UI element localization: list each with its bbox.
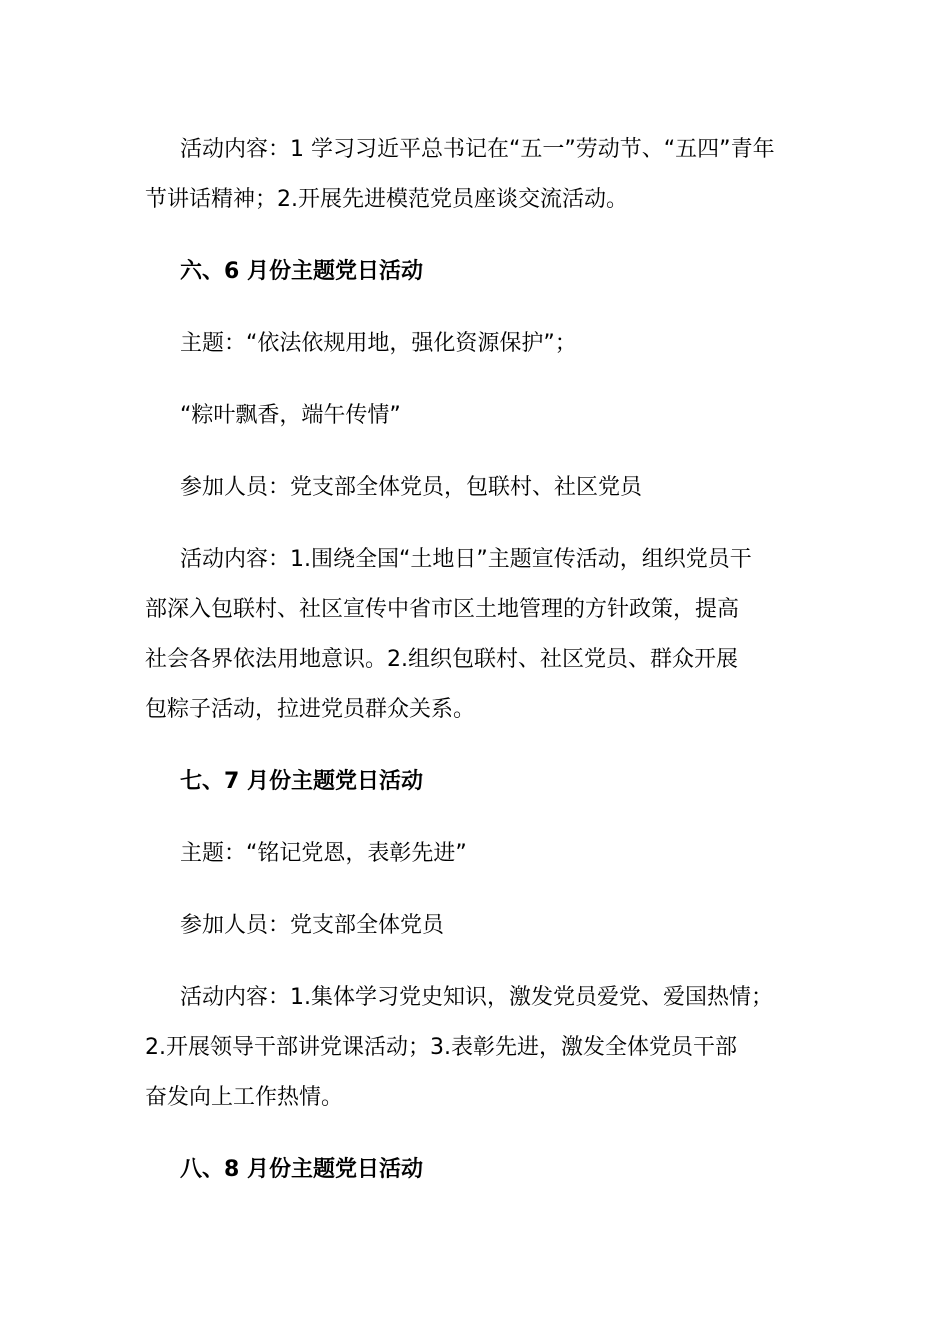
may-activity-content-line-1: 活动内容：1 学习习近平总书记在“五一”劳动节、“五四”青年	[180, 137, 775, 162]
section-heading-august: 八、8 月份主题党日活动	[180, 1157, 423, 1182]
july-activity-content-line-1: 活动内容：1.集体学习党史知识，激发党员爱党、爱国热情；	[180, 985, 773, 1010]
june-theme-line-2: “粽叶飘香，端午传情”	[180, 403, 401, 428]
june-activity-content-line-2: 部深入包联村、社区宣传中省市区土地管理的方针政策，提高	[145, 597, 740, 622]
june-activity-content-line-4: 包粽子活动，拉进党员群众关系。	[145, 697, 476, 722]
july-participants: 参加人员：党支部全体党员	[180, 913, 445, 938]
july-activity-content-line-3: 奋发向上工作热情。	[145, 1085, 344, 1110]
may-activity-content-line-2: 节讲话精神；2.开展先进模范党员座谈交流活动。	[145, 187, 628, 212]
july-activity-content-line-2: 2.开展领导干部讲党课活动；3.表彰先进，激发全体党员干部	[145, 1035, 737, 1060]
june-theme-line-1: 主题：“依法依规用地，强化资源保护”；	[180, 331, 577, 356]
june-activity-content-line-3: 社会各界依法用地意识。2.组织包联村、社区党员、群众开展	[145, 647, 738, 672]
june-participants: 参加人员：党支部全体党员，包联村、社区党员	[180, 475, 643, 500]
section-heading-july: 七、7 月份主题党日活动	[180, 769, 423, 794]
july-theme: 主题：“铭记党恩，表彰先进”	[180, 841, 467, 866]
section-heading-june: 六、6 月份主题党日活动	[180, 259, 423, 284]
june-activity-content-line-1: 活动内容：1.围绕全国“土地日”主题宣传活动，组织党员干	[180, 547, 752, 572]
